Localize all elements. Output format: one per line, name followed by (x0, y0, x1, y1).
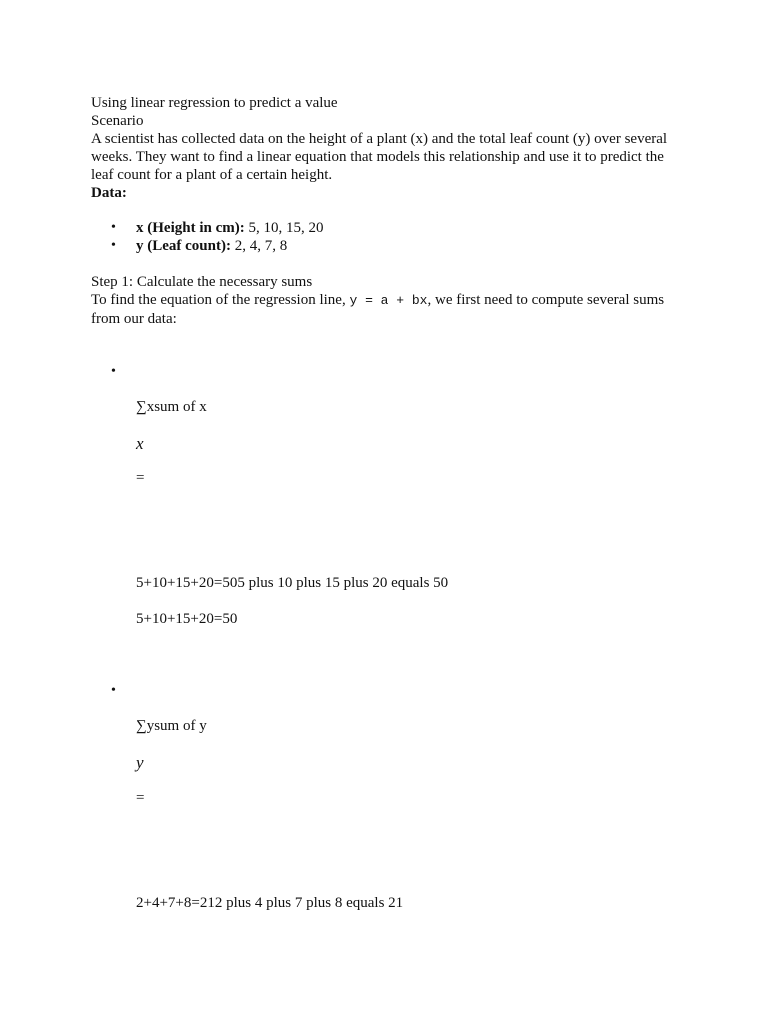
sum-x-variable: x (136, 434, 144, 453)
document-title: Using linear regression to predict a value (91, 95, 338, 111)
data-item-text: x (Height in cm): 5, 10, 15, 20 (136, 220, 324, 236)
bullet-icon: • (111, 238, 116, 253)
sum-y-variable: y (136, 753, 144, 772)
sum-x-equals: = (136, 470, 145, 486)
sum-x-label: ∑xsum of x (136, 399, 207, 415)
step1-heading: Step 1: Calculate the necessary sums (91, 274, 313, 290)
sum-y-label: ∑ysum of y (136, 718, 207, 734)
scenario-heading: Scenario (91, 113, 144, 129)
bullet-icon: • (111, 364, 116, 379)
sum-y-equals: = (136, 790, 145, 806)
intro-section (91, 94, 681, 202)
sum-y-spoken: 2+4+7+8=212 plus 4 plus 7 plus 8 equals 21 (136, 895, 404, 911)
bullet-icon: • (111, 220, 116, 235)
sum-x-expression: 5+10+15+20=50 (136, 611, 238, 627)
data-item-text: y (Leaf count): 2, 4, 7, 8 (136, 238, 288, 254)
sum-x-spoken: 5+10+15+20=505 plus 10 plus 15 plus 20 equals 50 (136, 575, 449, 591)
step1-section (91, 273, 681, 328)
regression-equation-code: y = a + bx (349, 293, 428, 308)
step1-intro: To find the equation of the regression line, y = a + bx, we first need to compute several sums from our data: (91, 292, 665, 327)
data-heading: Data: (91, 185, 127, 201)
bullet-icon: • (111, 683, 116, 698)
scenario-text: A scientist has collected data on the height of a plant (x) and the total leaf count (y) over several weeks. They want to find a linear equation that models this relationship and use it to predict the leaf count for a plant of a certain height. (91, 131, 668, 183)
